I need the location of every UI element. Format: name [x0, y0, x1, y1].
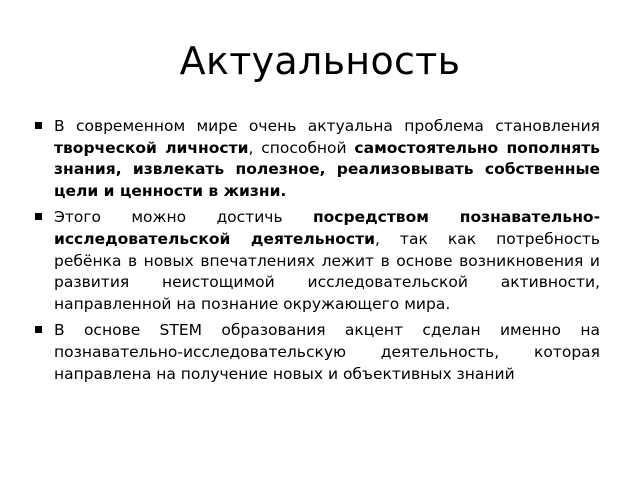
bullet-text-bold: посредством познавательно-исследовательской деятельности: [54, 208, 601, 248]
bullet-text: В основе STEM образования акцент сделан именно на познавательно-исследовательскую деятельность, которая направлена на получение новых и объективных знаний: [54, 321, 600, 383]
bullet-item-method: [34, 207, 600, 315]
bullet-text: В современном мире очень актуальна проблема становления: [54, 117, 600, 135]
bullet-item-relevance: [34, 116, 600, 202]
slide-title: Актуальность: [179, 39, 461, 83]
square-bullet-icon: [35, 122, 42, 129]
square-bullet-icon: [35, 213, 42, 220]
bullet-item-stem: [34, 320, 600, 385]
bullet-text: , способной: [248, 138, 355, 157]
bullet-text: Этого можно достичь: [54, 208, 313, 227]
bullet-text-bold: творческой личности: [54, 138, 249, 157]
bullet-list: [34, 116, 600, 390]
bullet-text: , так как потребность ребёнка в новых впечатлениях лежит в основе возникновения и развития неистощимой исследовательской активности, направленной на познание окружающего мира.: [54, 229, 601, 313]
square-bullet-icon: [35, 326, 42, 333]
bullet-text-bold: самостоятельно пополнять знания, извлекать полезное, реализовывать собственные цели и ценности в жизни.: [54, 138, 600, 200]
